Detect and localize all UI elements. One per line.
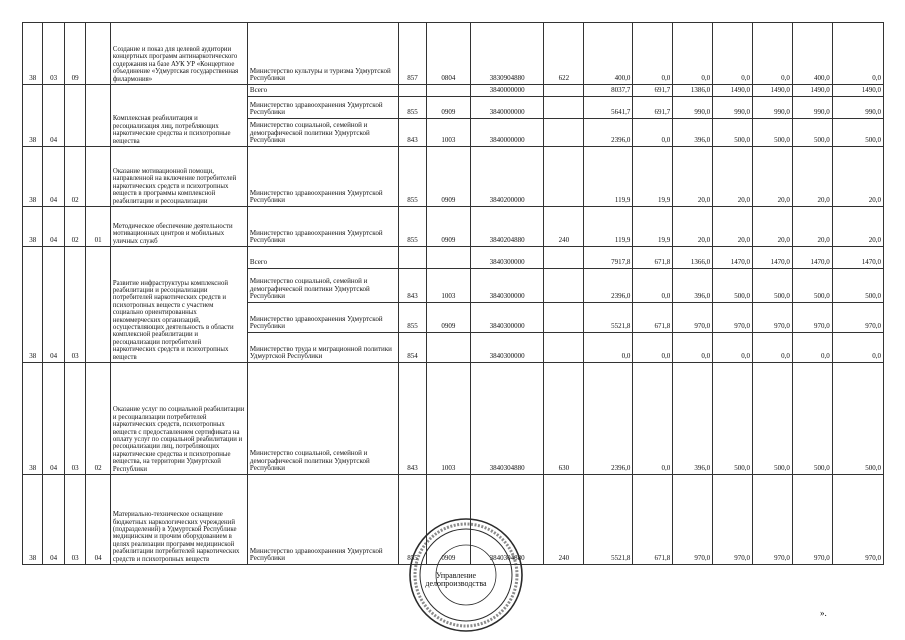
expense-type-cell: 630 bbox=[544, 363, 584, 475]
expense-type-cell bbox=[544, 119, 584, 147]
grbs-code-cell: 855 bbox=[399, 207, 427, 247]
amount-cell: 970,0 bbox=[792, 303, 832, 333]
code-measure-cell: 03 bbox=[64, 247, 85, 363]
amount-cell: 1470,0 bbox=[753, 247, 793, 269]
section-code-cell: 1003 bbox=[426, 119, 470, 147]
measure-name-cell: Методическое обеспечение деятельности мотивационных центров и мобильных уличных служб bbox=[110, 207, 247, 247]
amount-cell: 119,9 bbox=[584, 207, 633, 247]
amount-cell: 1490,0 bbox=[792, 85, 832, 97]
amount-cell: 500,0 bbox=[713, 269, 753, 303]
measure-name-cell: Оказание мотивационной помощи, направленной на включение потребителей наркотических средств и психотропных веществ в программы комплексной реабилитации и ресоциализации bbox=[110, 147, 247, 207]
table-row bbox=[23, 23, 884, 85]
amount-cell: 990,0 bbox=[832, 97, 883, 119]
code-program-cell: 38 bbox=[23, 23, 43, 85]
grbs-code-cell: 843 bbox=[399, 363, 427, 475]
amount-cell: 671,8 bbox=[633, 475, 673, 565]
amount-cell: 970,0 bbox=[753, 303, 793, 333]
grbs-code-cell: 843 bbox=[399, 119, 427, 147]
amount-cell: 671,8 bbox=[633, 247, 673, 269]
target-article-cell: 3840300000 bbox=[470, 303, 544, 333]
code-submeasure-cell: 01 bbox=[86, 207, 111, 247]
target-article-cell: 3840000000 bbox=[470, 97, 544, 119]
amount-cell: 396,0 bbox=[673, 269, 713, 303]
code-submeasure-cell bbox=[86, 85, 111, 147]
amount-cell: 990,0 bbox=[713, 97, 753, 119]
ministry-cell: Министерство здравоохранения Удмуртской Республики bbox=[247, 97, 398, 119]
measure-name-cell: Создание и показ для целевой аудитории концертных программ антинаркотического содержания на базе АУК УР «Концертное объединение «Удмуртская государственная филармония» bbox=[110, 23, 247, 85]
amount-cell: 500,0 bbox=[753, 363, 793, 475]
amount-cell: 990,0 bbox=[753, 97, 793, 119]
code-measure-cell: 02 bbox=[64, 207, 85, 247]
section-code-cell bbox=[426, 333, 470, 363]
amount-cell: 1470,0 bbox=[792, 247, 832, 269]
target-article-cell: 3840300000 bbox=[470, 269, 544, 303]
expense-type-cell bbox=[544, 97, 584, 119]
amount-cell: 20,0 bbox=[673, 207, 713, 247]
amount-cell: 2396,0 bbox=[584, 363, 633, 475]
section-code-cell: 0909 bbox=[426, 147, 470, 207]
amount-cell: 19,9 bbox=[633, 147, 673, 207]
amount-cell: 500,0 bbox=[832, 269, 883, 303]
amount-cell: 0,0 bbox=[753, 333, 793, 363]
ministry-cell: Министерство социальной, семейной и демографической политики Удмуртской Республики bbox=[247, 363, 398, 475]
expense-type-cell bbox=[544, 303, 584, 333]
amount-cell: 691,7 bbox=[633, 85, 673, 97]
code-submeasure-cell bbox=[86, 147, 111, 207]
amount-cell: 970,0 bbox=[713, 303, 753, 333]
amount-cell: 0,0 bbox=[633, 23, 673, 85]
amount-cell: 1470,0 bbox=[713, 247, 753, 269]
target-article-cell: 3840300000 bbox=[470, 247, 544, 269]
section-code-cell: 1003 bbox=[426, 363, 470, 475]
code-measure-cell: 03 bbox=[64, 363, 85, 475]
amount-cell: 970,0 bbox=[753, 475, 793, 565]
section-code-cell bbox=[426, 247, 470, 269]
table-row bbox=[23, 207, 884, 247]
amount-cell: 500,0 bbox=[792, 269, 832, 303]
ministry-cell: Министерство здравоохранения Удмуртской Республики bbox=[247, 147, 398, 207]
amount-cell: 0,0 bbox=[832, 333, 883, 363]
amount-cell: 119,9 bbox=[584, 147, 633, 207]
ministry-cell: Министерство социальной, семейной и демографической политики Удмуртской Республики bbox=[247, 269, 398, 303]
code-subprogram-cell: 04 bbox=[43, 247, 64, 363]
code-subprogram-cell: 04 bbox=[43, 475, 64, 565]
seal-text: Управление делопроизводства bbox=[425, 571, 487, 588]
expense-type-cell: 240 bbox=[544, 475, 584, 565]
amount-cell: 396,0 bbox=[673, 119, 713, 147]
section-code-cell: 0804 bbox=[426, 23, 470, 85]
amount-cell: 990,0 bbox=[792, 97, 832, 119]
code-program-cell: 38 bbox=[23, 363, 43, 475]
ministry-cell: Министерство труда и миграционной политики Удмуртской Республики bbox=[247, 333, 398, 363]
amount-cell: 0,0 bbox=[753, 23, 793, 85]
amount-cell: 20,0 bbox=[832, 207, 883, 247]
amount-cell: 1490,0 bbox=[832, 85, 883, 97]
grbs-code-cell bbox=[399, 85, 427, 97]
measure-name-cell: Материально-техническое оснащение бюджетных наркологических учреждений (подразделений) в Удмуртской Республике медицинским и прочим оборудованием в целях реализации программ медицинской реабилитации потребителей наркотических средств и психотропных веществ bbox=[110, 475, 247, 565]
amount-cell: 0,0 bbox=[633, 333, 673, 363]
amount-cell: 7917,8 bbox=[584, 247, 633, 269]
amount-cell: 20,0 bbox=[792, 207, 832, 247]
ministry-cell: Министерство здравоохранения Удмуртской Республики bbox=[247, 303, 398, 333]
amount-cell: 20,0 bbox=[753, 147, 793, 207]
amount-cell: 5521,8 bbox=[584, 475, 633, 565]
amount-cell: 500,0 bbox=[832, 119, 883, 147]
amount-cell: 500,0 bbox=[713, 363, 753, 475]
amount-cell: 0,0 bbox=[633, 363, 673, 475]
target-article-cell: 3840304880 bbox=[470, 475, 544, 565]
measure-name-cell: Комплексная реабилитация и ресоциализация лиц, потребляющих наркотические средства и психотропные вещества bbox=[110, 85, 247, 147]
target-article-cell: 3840304880 bbox=[470, 363, 544, 475]
amount-cell: 1490,0 bbox=[713, 85, 753, 97]
code-measure-cell: 03 bbox=[64, 475, 85, 565]
section-code-cell: 0909 bbox=[426, 207, 470, 247]
code-program-cell: 38 bbox=[23, 247, 43, 363]
amount-cell: 20,0 bbox=[753, 207, 793, 247]
amount-cell: 0,0 bbox=[713, 23, 753, 85]
amount-cell: 1386,0 bbox=[673, 85, 713, 97]
measure-name-cell: Оказание услуг по социальной реабилитации и ресоциализации потребителей наркотических средств, психотропных веществ с предоставлением сертификата на оплату услуг по социальной реабилитации и ресоциализации лиц, потребляющих наркотические средства и психотропные вещества, на территории Удмуртской Республики bbox=[110, 363, 247, 475]
amount-cell: 20,0 bbox=[673, 147, 713, 207]
amount-cell: 500,0 bbox=[753, 269, 793, 303]
ministry-cell: Министерство культуры и туризма Удмуртской Республики bbox=[247, 23, 398, 85]
section-code-cell: 1003 bbox=[426, 269, 470, 303]
code-submeasure-cell bbox=[86, 247, 111, 363]
amount-cell: 990,0 bbox=[673, 97, 713, 119]
amount-cell: 0,0 bbox=[792, 333, 832, 363]
amount-cell: 691,7 bbox=[633, 97, 673, 119]
amount-cell: 970,0 bbox=[673, 303, 713, 333]
grbs-code-cell: 855 bbox=[399, 147, 427, 207]
expense-type-cell bbox=[544, 147, 584, 207]
code-measure-cell bbox=[64, 85, 85, 147]
code-measure-cell: 02 bbox=[64, 147, 85, 207]
budget-table-sheet bbox=[22, 22, 884, 565]
code-program-cell: 38 bbox=[23, 475, 43, 565]
grbs-code-cell: 857 bbox=[399, 23, 427, 85]
amount-cell: 396,0 bbox=[673, 363, 713, 475]
code-submeasure-cell bbox=[86, 23, 111, 85]
code-subprogram-cell: 04 bbox=[43, 147, 64, 207]
amount-cell: 20,0 bbox=[792, 147, 832, 207]
code-program-cell: 38 bbox=[23, 147, 43, 207]
table-row bbox=[23, 363, 884, 475]
amount-cell: 970,0 bbox=[792, 475, 832, 565]
expense-type-cell bbox=[544, 333, 584, 363]
table-row bbox=[23, 147, 884, 207]
amount-cell: 500,0 bbox=[713, 119, 753, 147]
amount-cell: 5521,8 bbox=[584, 303, 633, 333]
amount-cell: 0,0 bbox=[633, 269, 673, 303]
amount-cell: 20,0 bbox=[832, 147, 883, 207]
amount-cell: 0,0 bbox=[584, 333, 633, 363]
target-article-cell: 3840000000 bbox=[470, 119, 544, 147]
code-subprogram-cell: 04 bbox=[43, 363, 64, 475]
expense-type-cell: 622 bbox=[544, 23, 584, 85]
amount-cell: 5641,7 bbox=[584, 97, 633, 119]
grbs-code-cell: 855 bbox=[399, 303, 427, 333]
amount-cell: 0,0 bbox=[713, 333, 753, 363]
amount-cell: 400,0 bbox=[792, 23, 832, 85]
budget-table bbox=[22, 22, 884, 565]
amount-cell: 400,0 bbox=[584, 23, 633, 85]
code-program-cell: 38 bbox=[23, 85, 43, 147]
amount-cell: 500,0 bbox=[792, 119, 832, 147]
code-subprogram-cell: 04 bbox=[43, 85, 64, 147]
amount-cell: 671,8 bbox=[633, 303, 673, 333]
target-article-cell: 3840000000 bbox=[470, 85, 544, 97]
target-article-cell: 3840200000 bbox=[470, 147, 544, 207]
table-row bbox=[23, 247, 884, 269]
amount-cell: 2396,0 bbox=[584, 269, 633, 303]
target-article-cell: 3840300000 bbox=[470, 333, 544, 363]
section-code-cell: 0909 bbox=[426, 475, 470, 565]
grbs-code-cell bbox=[399, 247, 427, 269]
ministry-cell: Министерство социальной, семейной и демографической политики Удмуртской Республики bbox=[247, 119, 398, 147]
code-program-cell: 38 bbox=[23, 207, 43, 247]
expense-type-cell bbox=[544, 269, 584, 303]
expense-type-cell: 240 bbox=[544, 207, 584, 247]
ministry-cell: Всего bbox=[247, 247, 398, 269]
table-row bbox=[23, 85, 884, 97]
closing-quote-mark: ». bbox=[820, 608, 827, 618]
grbs-code-cell: 843 bbox=[399, 269, 427, 303]
amount-cell: 19,9 bbox=[633, 207, 673, 247]
code-submeasure-cell: 04 bbox=[86, 475, 111, 565]
amount-cell: 970,0 bbox=[713, 475, 753, 565]
amount-cell: 2396,0 bbox=[584, 119, 633, 147]
amount-cell: 20,0 bbox=[713, 147, 753, 207]
amount-cell: 1470,0 bbox=[832, 247, 883, 269]
grbs-code-cell: 855 bbox=[399, 97, 427, 119]
amount-cell: 0,0 bbox=[832, 23, 883, 85]
amount-cell: 1490,0 bbox=[753, 85, 793, 97]
amount-cell: 0,0 bbox=[673, 333, 713, 363]
amount-cell: 20,0 bbox=[713, 207, 753, 247]
ministry-cell: Министерство здравоохранения Удмуртской Республики bbox=[247, 475, 398, 565]
target-article-cell: 3830904880 bbox=[470, 23, 544, 85]
code-submeasure-cell: 02 bbox=[86, 363, 111, 475]
target-article-cell: 3840204880 bbox=[470, 207, 544, 247]
ministry-cell: Всего bbox=[247, 85, 398, 97]
section-code-cell: 0909 bbox=[426, 97, 470, 119]
expense-type-cell bbox=[544, 247, 584, 269]
amount-cell: 970,0 bbox=[673, 475, 713, 565]
expense-type-cell bbox=[544, 85, 584, 97]
amount-cell: 500,0 bbox=[792, 363, 832, 475]
grbs-code-cell: 855 bbox=[399, 475, 427, 565]
amount-cell: 500,0 bbox=[832, 363, 883, 475]
code-subprogram-cell: 04 bbox=[43, 207, 64, 247]
code-measure-cell: 09 bbox=[64, 23, 85, 85]
code-subprogram-cell: 03 bbox=[43, 23, 64, 85]
section-code-cell bbox=[426, 85, 470, 97]
amount-cell: 1366,0 bbox=[673, 247, 713, 269]
grbs-code-cell: 854 bbox=[399, 333, 427, 363]
amount-cell: 0,0 bbox=[673, 23, 713, 85]
amount-cell: 500,0 bbox=[753, 119, 793, 147]
amount-cell: 0,0 bbox=[633, 119, 673, 147]
measure-name-cell: Развитие инфраструктуры комплексной реабилитации и ресоциализации потребителей наркотических средств и психотропных веществ с участием социально ориентированных некоммерческих организаций, осуществляющих деятельность в области комплексной реабилитации и ресоциализации потребителей наркотических средств и психотропных веществ bbox=[110, 247, 247, 363]
amount-cell: 970,0 bbox=[832, 475, 883, 565]
ministry-cell: Министерство здравоохранения Удмуртской Республики bbox=[247, 207, 398, 247]
amount-cell: 8037,7 bbox=[584, 85, 633, 97]
section-code-cell: 0909 bbox=[426, 303, 470, 333]
amount-cell: 970,0 bbox=[832, 303, 883, 333]
